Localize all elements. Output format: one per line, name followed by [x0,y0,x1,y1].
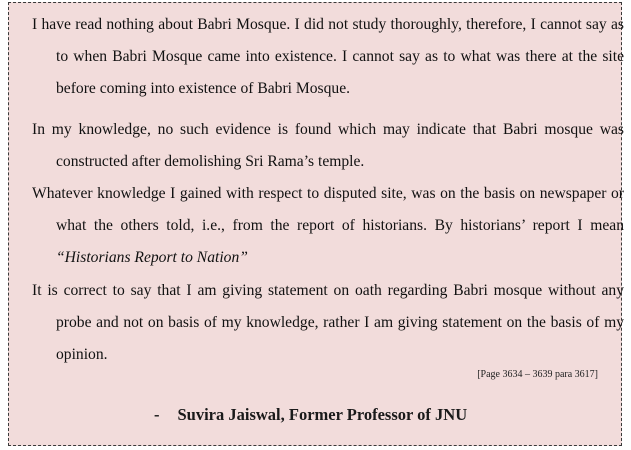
paragraph-3 [32,178,624,274]
italic-report-title: “Historians Report to Nation” [56,249,248,266]
paragraph-2: In my knowledge, no such evidence is found which may indicate that Babri mosque was constructed after demolishing Sri Rama’s temple. [32,121,624,170]
paragraph-1: I have read nothing about Babri Mosque. I did not study thoroughly, therefore, I cannot say as to when Babri Mosque came into existence. I cannot say as to what was there at the site before coming into existence of Babri Mosque. [32,16,624,97]
signature-text: Suvira Jaiswal, Former Professor of JNU [177,405,468,424]
paragraph-3-text: Whatever knowledge I gained with respect to disputed site, was on the basis on newspaper or what the others told, i.e., from the report of historians. By historians’ report I mean [32,185,624,234]
page-reference: [Page 3634 – 3639 para 3617] [477,369,598,380]
quote-panel [8,2,622,446]
signature-dash: - [154,405,160,424]
paragraph-4: It is correct to say that I am giving statement on oath regarding Babri mosque without any probe and not on basis of my knowledge, rather I am giving statement on the basis of my opinion. [32,282,624,363]
signature-line [154,405,467,425]
